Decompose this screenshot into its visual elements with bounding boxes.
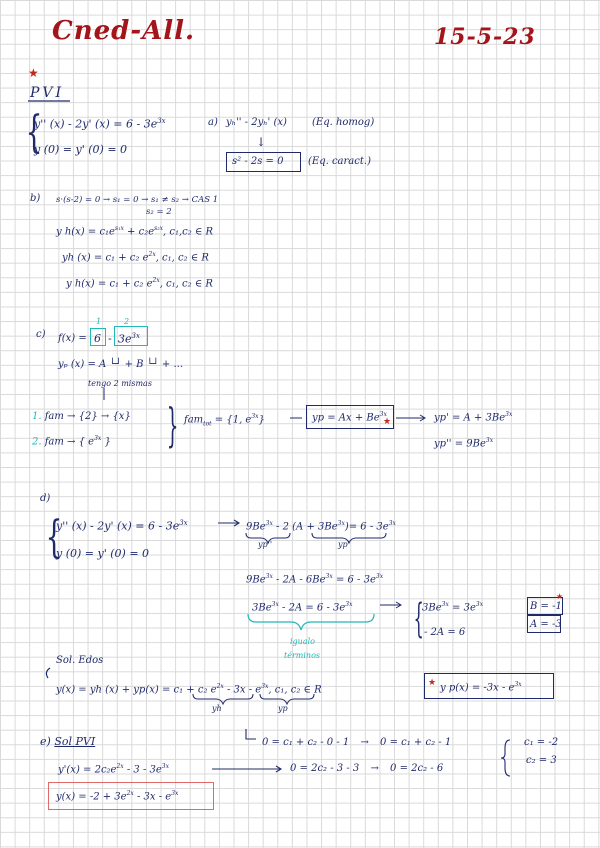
system-brace: { xyxy=(413,596,424,642)
same-note: tengo 2 mismas xyxy=(88,379,152,388)
y-prime: $y'(x) = 2c_2e^{2x} - 3 - 3e^{3x}$ xyxy=(58,763,169,776)
part-a-label: a) xyxy=(208,117,218,128)
part-e-label: e) Sol PVI xyxy=(40,735,96,748)
yp-first-derivative: $yp' = A + 3Be^{3x}$ xyxy=(434,411,513,424)
substitution: $9Be^{3x} - 2$ $(A + 3Be^{3x})= 6 - 3e^{3x}$ xyxy=(246,520,396,533)
yh-general-3: y h(x) = c₁ + c₂ $e^{2x}$, c₁, c₂ ∈ R xyxy=(66,277,213,290)
minus-sign: - xyxy=(108,332,112,345)
c2-result: c₂ = 3 xyxy=(526,755,557,766)
under-yp1: yp' xyxy=(338,540,350,549)
d-eq2: y (0) = y' (0) = 0 xyxy=(56,547,150,560)
yp-second-derivative: $yp'' = 9Be^{3x}$ xyxy=(434,437,494,450)
star-icon: ★ xyxy=(556,592,564,601)
term-index-1: 1 xyxy=(96,317,102,326)
family-brace: } xyxy=(166,398,179,452)
yh-general-2: yh (x) = c₁ + c₂ $e^{2x}$, c₁, c₂ ∈ R xyxy=(62,251,209,264)
document-title: Cned-All. xyxy=(52,16,196,46)
char-note: (Eq. caract.) xyxy=(308,156,371,167)
family-total: fam$_{tot}$ = {1, $e^{3x}$} xyxy=(184,413,265,428)
yh-general-1: y $h(x) = c_1e^{s_1x} + c_2e^{s_2x}$, c₁,c₂ ∈ R xyxy=(56,225,214,238)
family1: 1. fam → {2} → {x} xyxy=(32,411,131,422)
result-b: B = -1 xyxy=(530,601,562,612)
final-solution: $y(x) = -2 + 3e^{2x} - 3x - e^{3x}$ xyxy=(56,790,179,803)
yp-guess: yp = $Ax + Be^{3x}$ xyxy=(312,411,387,424)
pvi-eq1: y'' (x) - 2y' $(x) = 6 - 3e^{3x}$ xyxy=(34,117,166,131)
initial-condition-2: 0 = 2c₂ - 3 - 3 → 0 = 2c₂ - 6 xyxy=(290,763,444,774)
under-yp: yp xyxy=(278,704,288,713)
system-eq2: - 2A = 6 xyxy=(424,627,466,638)
pvi-heading: PVI xyxy=(30,85,65,101)
star-icon: ★ xyxy=(383,417,392,427)
homog-note: (Eq. homog) xyxy=(312,117,375,128)
term1: 6 xyxy=(94,332,101,345)
sol-line: y(x) = yh (x) + yp(x) = c₁ + c₂ $e^{2x} - 3x - e^{3x}$, c₁, c₂ ∈ R xyxy=(56,683,322,696)
c1-result: c₁ = -2 xyxy=(524,737,559,748)
under-yp2: yp'' xyxy=(258,540,273,549)
under-yh: yh xyxy=(212,704,222,713)
sol-heading: Sol. Edos xyxy=(56,655,104,666)
d-brace: { xyxy=(45,512,63,563)
grouped-line: $3Be^{3x} - 2A = 6 - 3e^{3x}$ xyxy=(252,601,353,614)
pvi-eq2: y (0) = y' (0) = 0 xyxy=(34,143,128,156)
initial-condition-1: 0 = c₁ + c₂ - 0 - 1 → 0 = c₁ + c₂ - 1 xyxy=(262,737,452,748)
root-s2: s₂ = 2 xyxy=(146,207,172,217)
char-equation: s² - 2s = 0 xyxy=(232,156,284,167)
part-b-label: b) xyxy=(30,193,41,204)
down-arrow-icon: ↓ xyxy=(256,135,267,149)
teal-note-2: términos xyxy=(284,651,320,660)
star-icon: ★ xyxy=(428,678,437,688)
term2: $3e^{3x}$ xyxy=(118,332,140,346)
teal-note-1: igualo xyxy=(290,637,315,646)
expanded-line: $9Be^{3x} - 2A - 6Be^{3x} = 6 - 3e^{3x}$ xyxy=(246,573,384,586)
homog-equation: yₕ'' - 2yₕ' (x) xyxy=(226,117,287,128)
system-eq1: $3Be^{3x} = 3e^{3x}$ xyxy=(422,601,484,614)
family2: 2. fam → { $e^{3x}$ } xyxy=(32,435,111,448)
part-d-label: d) xyxy=(40,493,51,504)
result-a: A = -3 xyxy=(530,619,562,630)
yp-form: yₚ (x) = A └┘ + B └┘ + ... xyxy=(58,359,184,370)
roots-line: s·(s-2) = 0 → s₁ = 0 → s₁ ≠ s₂ → CAS 1 xyxy=(56,195,219,205)
d-eq1: y'' (x) - 2y' $(x) = 6 - 3e^{3x}$ xyxy=(56,519,188,533)
part-c-label: c) xyxy=(36,329,46,340)
term-index-2: 2 xyxy=(124,317,130,326)
yp-result: y $p(x) = -3x - e^{3x}$ xyxy=(440,681,522,694)
f-of-x: f(x) = xyxy=(58,333,87,344)
star-icon: ★ xyxy=(28,66,39,80)
pvi-brace: { xyxy=(25,107,43,158)
document-date: 15-5-23 xyxy=(434,24,536,50)
